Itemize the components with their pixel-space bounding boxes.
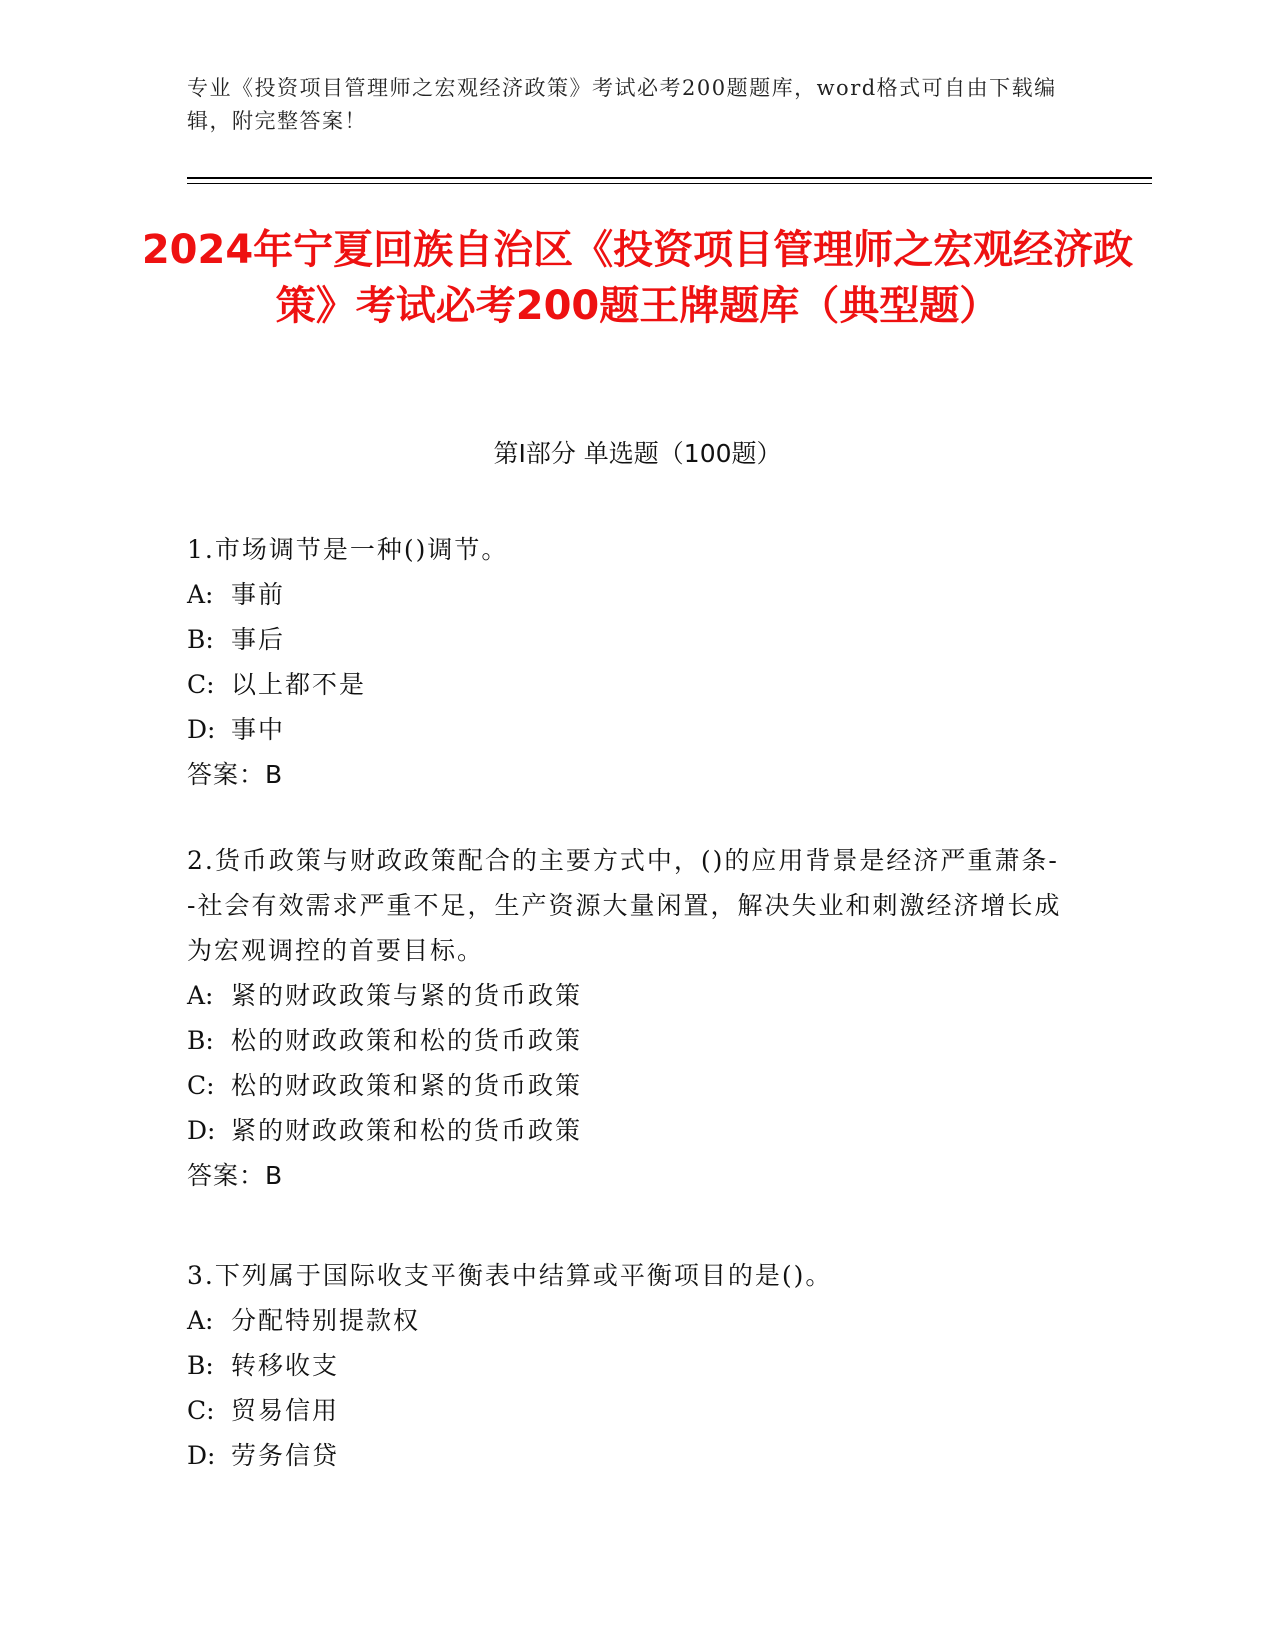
- option-d: [187, 1433, 1067, 1478]
- option-letter: D:: [187, 715, 216, 744]
- header-divider-thin: [187, 183, 1152, 184]
- option-letter: A:: [187, 981, 214, 1010]
- question-3: [187, 1253, 1067, 1478]
- option-a: [187, 1298, 1067, 1343]
- option-letter: B:: [187, 1351, 214, 1380]
- option-c: [187, 1063, 1067, 1108]
- option-c: [187, 662, 1067, 707]
- option-text: 转移收支: [231, 1351, 340, 1380]
- option-letter: A:: [187, 580, 214, 609]
- option-text: 紧的财政政策与紧的货币政策: [231, 981, 583, 1010]
- option-a: [187, 973, 1067, 1018]
- option-b: [187, 1018, 1067, 1063]
- option-text: 松的财政政策和松的货币政策: [231, 1026, 583, 1055]
- option-text: 劳务信贷: [231, 1441, 340, 1470]
- option-d: [187, 707, 1067, 752]
- option-letter: D:: [187, 1441, 216, 1470]
- option-text: 分配特别提款权: [231, 1306, 421, 1335]
- question-1: [187, 527, 1067, 797]
- option-a: [187, 572, 1067, 617]
- question-2: [187, 838, 1067, 1198]
- option-text: 事前: [231, 580, 286, 609]
- document-title: 2024年宁夏回族自治区《投资项目管理师之宏观经济政策》考试必考200题王牌题库（典型题）: [141, 227, 1134, 329]
- option-text: 贸易信用: [231, 1396, 340, 1425]
- option-text: 事中: [231, 715, 286, 744]
- option-text: 紧的财政政策和松的货币政策: [231, 1116, 583, 1145]
- question-stem: 3.下列属于国际收支平衡表中结算或平衡项目的是()。: [187, 1261, 833, 1290]
- option-d: [187, 1108, 1067, 1153]
- header-note: 专业《投资项目管理师之宏观经济政策》考试必考200题题库，word格式可自由下载编辑，附完整答案！: [187, 76, 1057, 133]
- option-text: 事后: [231, 625, 286, 654]
- section-title: 第I部分 单选题（100题）: [493, 439, 782, 468]
- option-letter: B:: [187, 625, 214, 654]
- option-letter: C:: [187, 670, 215, 699]
- option-letter: B:: [187, 1026, 214, 1055]
- option-b: [187, 617, 1067, 662]
- option-b: [187, 1343, 1067, 1388]
- option-letter: C:: [187, 1071, 215, 1100]
- option-letter: A:: [187, 1306, 214, 1335]
- question-stem: 1.市场调节是一种()调节。: [187, 535, 509, 564]
- option-c: [187, 1388, 1067, 1433]
- option-text: 松的财政政策和紧的货币政策: [231, 1071, 583, 1100]
- option-text: 以上都不是: [231, 670, 367, 699]
- header-divider-thick: [187, 177, 1152, 179]
- answer: 答案：B: [187, 1161, 284, 1190]
- option-letter: C:: [187, 1396, 215, 1425]
- answer: 答案：B: [187, 760, 284, 789]
- option-letter: D:: [187, 1116, 216, 1145]
- question-stem: 2.货币政策与财政政策配合的主要方式中，()的应用背景是经济严重萧条--社会有效需求严重不足，生产资源大量闲置，解决失业和刺激经济增长成为宏观调控的首要目标。: [187, 846, 1062, 965]
